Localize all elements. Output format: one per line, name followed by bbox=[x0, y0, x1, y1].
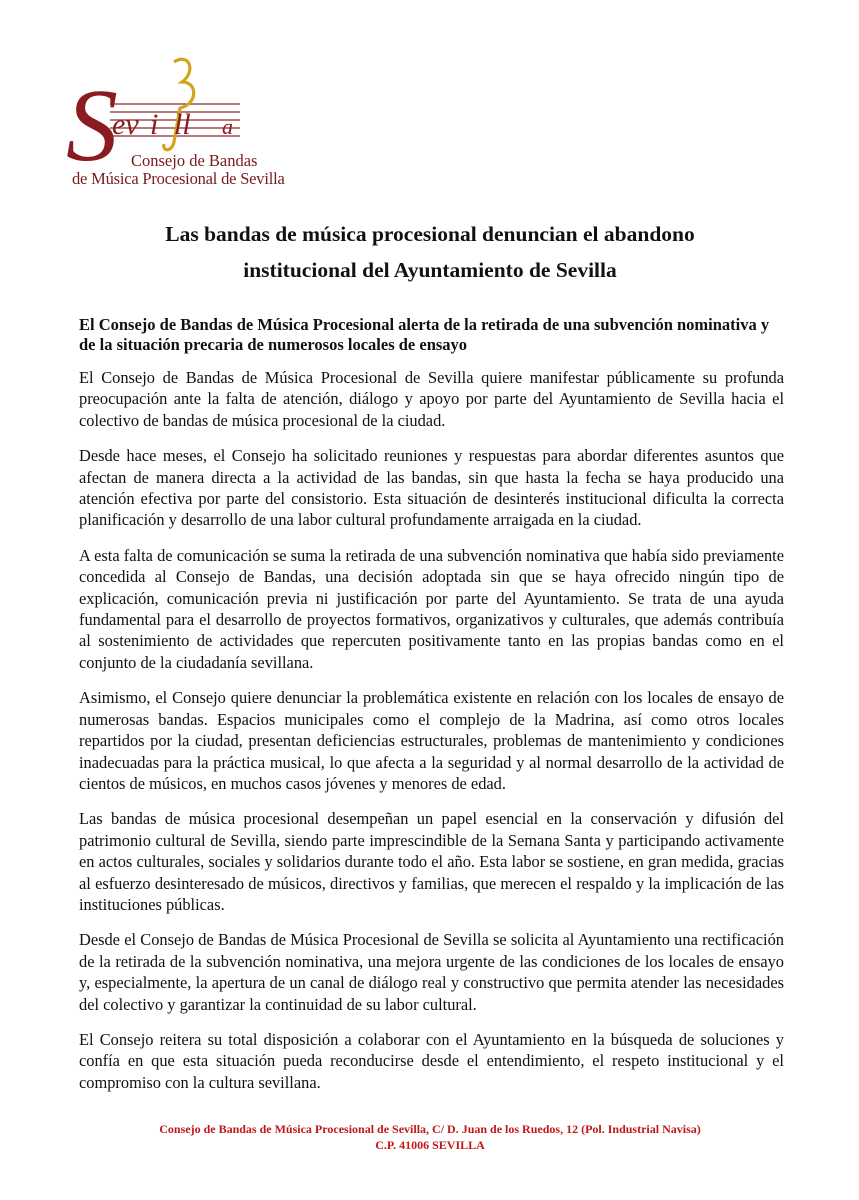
document-subtitle: El Consejo de Bandas de Música Procesional alerta de la retirada de una subvención nominativa y de la situación precaria de numerosos locales de ensayo bbox=[79, 315, 770, 354]
paragraph: El Consejo de Bandas de Música Procesional de Sevilla quiere manifestar públicamente su profunda preocupación ante la falta de atención, diálogo y apoyo por parte del Ayuntamiento de Sevilla hacia el colectivo de bandas de música procesional de la ciudad. bbox=[79, 368, 784, 430]
svg-text:ll: ll bbox=[174, 108, 191, 141]
paragraph: Las bandas de música procesional desempeñan un papel esencial en la conservación y difusión del patrimonio cultural de Sevilla, siendo parte imprescindible de la Semana Santa y participando activamente en actos culturales, sociales y solidarios durante todo el año. Esta labor se sostiene, en gran medida, gracias al esfuerzo desinteresado de músicos, directivos y familias, que merecen el respaldo y la implicación de las instituciones públicas. bbox=[79, 809, 784, 914]
title-line2: institucional del Ayuntamiento de Sevilla bbox=[243, 258, 617, 282]
document-title bbox=[60, 216, 800, 288]
paragraph: El Consejo reitera su total disposición a colaborar con el Ayuntamiento en la búsqueda de soluciones y confía en que esta situación pueda reconducirse desde el entendimiento, el respeto institucional y el compromiso con la cultura sevillana. bbox=[79, 1029, 784, 1092]
paragraph: A esta falta de comunicación se suma la retirada de una subvención nominativa que había sido previamente concedida al Consejo de Bandas, una decisión adoptada sin que se haya ofrecido ningún tipo de explicación, comunicación previa ni justificación por parte del Ayuntamiento. Se trata de una ayuda fundamental para el desarrollo de proyectos formativos, organizativos y culturales, que además contribuía al sostenimiento de actividades que repercuten positivamente tanto en las propias bandas como en el conjunto de la ciudadanía sevillana. bbox=[79, 545, 784, 672]
svg-text:a: a bbox=[222, 114, 233, 139]
evil-letters: ev bbox=[112, 108, 139, 141]
document-footer bbox=[80, 1121, 780, 1153]
logo-text-line1: Consejo de Bandas bbox=[131, 151, 258, 170]
svg-text:i: i bbox=[150, 108, 159, 141]
paragraph: Asimismo, el Consejo quiere denunciar la problemática existente en relación con los locales de ensayo de numerosas bandas. Espacios municipales como el complejo de la Madrina, así como otros locales repartidos por la ciudad, presentan deficiencias estructurales, problemas de mantenimiento y condiciones inadecuadas para la práctica musical, lo que afecta a la seguridad y al normal desarrollo de la actividad de cientos de músicos, en muchos casos jóvenes y menores de edad. bbox=[79, 688, 784, 793]
logo-text-line2: de Música Procesional de Sevilla bbox=[72, 169, 285, 188]
paragraph: Desde hace meses, el Consejo ha solicitado reuniones y respuestas para abordar diferentes asuntos que afectan de manera directa a la actividad de las bandas, sin que hasta la fecha se haya producido una atención efectiva por parte del consistorio. Esta situación de desinterés institucional dificulta la correcta planificación y desarrollo de una labor cultural profundamente arraigada en la ciudad. bbox=[79, 446, 784, 530]
footer-postal-code: C.P. 41006 SEVILLA bbox=[375, 1138, 485, 1152]
title-line1: Las bandas de música procesional denuncian el abandono bbox=[165, 222, 695, 246]
document-body bbox=[79, 367, 784, 1107]
large-s-letter: S bbox=[66, 68, 118, 183]
footer-address: Consejo de Bandas de Música Procesional de Sevilla, C/ D. Juan de los Ruedos, 12 (Pol. Industrial Navisa) bbox=[159, 1122, 701, 1136]
paragraph: Desde el Consejo de Bandas de Música Procesional de Sevilla se solicita al Ayuntamiento una rectificación de la retirada de la subvención nominativa, una mejora urgente de las condiciones de los locales de ensayo y, especialmente, la apertura de un canal de diálogo real y constructivo que permita atender las necesidades del colectivo y garantizar la continuidad de su labor cultural. bbox=[79, 930, 784, 1014]
